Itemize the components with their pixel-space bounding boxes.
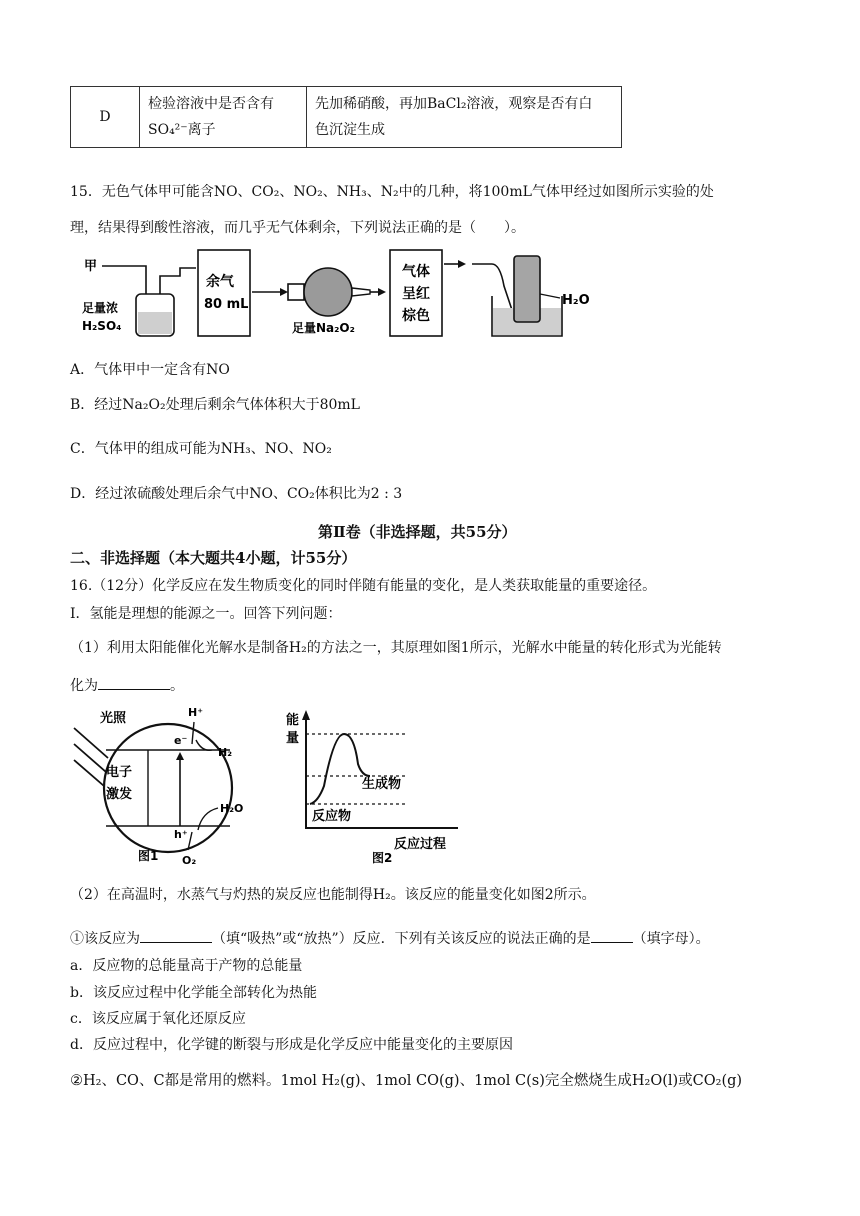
box2-line-3: 棕色: [402, 308, 430, 324]
fig1-hole: h⁺: [174, 828, 188, 841]
choice-d: d．反应过程中，化学键的断裂与形成是化学反应中能量变化的主要原因: [70, 1037, 513, 1053]
fig2-product: 生成物: [362, 777, 402, 792]
q16-q1-prefix: ①该反应为: [70, 931, 140, 947]
box2-line-2: 呈红: [402, 286, 430, 302]
fig1-center-1: 电子: [106, 765, 133, 780]
energy-curve: [310, 734, 370, 804]
fig1-caption: 图1: [138, 849, 159, 863]
part2-title: 第Ⅱ卷（非选择题，共55分）: [318, 523, 517, 541]
q16-sub2: （2）在高温时，水蒸气与灼热的炭反应也能制得H₂。该反应的能量变化如图2所示。: [70, 887, 596, 903]
fig2-xlabel: 反应过程: [394, 837, 447, 852]
table-cell-method: [307, 87, 622, 148]
q16-sub1-suffix: 。: [170, 678, 184, 694]
fig1-o2: O₂: [182, 854, 197, 867]
q16-sub1-line-1: （1）利用太阳能催化光解水是制备H₂的方法之一，其原理如图1所示，光解水中能量的转化形式为光能转: [70, 640, 722, 656]
fig1-light-label: 光照: [100, 711, 127, 726]
choice-c: c．该反应属于氧化还原反应: [70, 1011, 246, 1027]
fig1-hplus: H⁺: [188, 706, 204, 719]
fig1-electron: e⁻: [174, 734, 188, 747]
q16-q2-line: ②H₂、CO、C都是常用的燃料。1mol H₂(g)、1mol CO(g)、1mol C(s)完全燃烧生成H₂O(l)或CO₂(g): [70, 1073, 743, 1089]
table-row: [71, 87, 622, 148]
bottle-label-1: 足量浓: [82, 301, 119, 315]
fig1-h2: H₂: [218, 746, 233, 759]
water-label: H₂O: [562, 293, 590, 308]
section-heading: 二、非选择题（本大题共4小题，计55分）: [70, 549, 357, 567]
residual-gas-box: [198, 250, 250, 336]
answer-blank-1[interactable]: [98, 675, 170, 690]
purpose-line-1: 检验溶液中是否含有: [148, 96, 274, 112]
na2o2-tube: [304, 268, 352, 316]
table-cell-purpose: [140, 87, 307, 148]
answer-blank-3[interactable]: [591, 928, 633, 943]
table-cell-letter: D: [71, 87, 140, 148]
figure-1: [70, 700, 270, 870]
choice-b: b．该反应过程中化学能全部转化为热能: [70, 985, 317, 1001]
q16-sub1-prefix: 化为: [70, 678, 98, 694]
purpose-line-2: SO₄²⁻离子: [148, 122, 216, 138]
choice-a: a．反应物的总能量高于产物的总能量: [70, 958, 303, 974]
q15-option-a: A．气体甲中一定含有NO: [70, 362, 230, 378]
fig1-h2o: H₂O: [220, 802, 244, 815]
q15-option-b: B．经过Na₂O₂处理后剩余气体体积大于80mL: [70, 397, 360, 413]
tube-label: 足量Na₂O₂: [292, 321, 355, 335]
q16-q1-line: [70, 928, 710, 948]
q15-option-d: D．经过浓硫酸处理后余气中NO、CO₂体积比为2 : 3: [70, 486, 403, 502]
q16-stem: 16.（12分）化学反应在发生物质变化的同时伴随有能量的变化，是人类获取能量的重要途径。: [70, 578, 657, 594]
figure-2: [282, 704, 462, 868]
q15-stem-line-2: 理，结果得到酸性溶液，而几乎无气体剩余，下列说法正确的是（ ）。: [70, 220, 525, 236]
fig1-center-2: 激发: [106, 787, 133, 802]
gas-jar: [514, 256, 540, 322]
answer-table: [70, 86, 622, 148]
fig2-caption: 图2: [372, 851, 393, 865]
fig2-ylabel-2: 量: [286, 731, 300, 746]
box1-line-2: 80 mL: [204, 297, 249, 312]
q15-option-c: C．气体甲的组成可能为NH₃、NO、NO₂: [70, 441, 332, 457]
q16-q1-middle: （填“吸热”或“放热”）反应．下列有关该反应的说法正确的是: [212, 931, 591, 947]
method-line-1: 先加稀硝酸，再加BaCl₂溶液，观察是否有白: [315, 96, 593, 112]
answer-blank-2[interactable]: [140, 928, 212, 943]
q16-part-i: Ⅰ．氢能是理想的能源之一。回答下列问题：: [70, 606, 342, 622]
fig2-ylabel-1: 能: [286, 713, 300, 728]
q16-q1-suffix: （填字母）。: [632, 931, 710, 947]
q16-sub1-line-2: [70, 675, 184, 695]
method-line-2: 色沉淀生成: [315, 122, 385, 138]
box2-line-1: 气体: [402, 264, 430, 280]
acid-liquid: [138, 312, 172, 334]
fig2-reactant: 反应物: [312, 809, 352, 824]
bottle-label-2: H₂SO₄: [82, 319, 122, 333]
q15-apparatus-diagram: [80, 246, 610, 346]
box1-line-1: 余气: [206, 274, 234, 290]
gas-in-label: 甲: [84, 259, 98, 274]
q15-stem-line-1: 15．无色气体甲可能含NO、CO₂、NO₂、NH₃、N₂中的几种，将100mL气体甲经过如图所示实验的处: [70, 184, 714, 200]
